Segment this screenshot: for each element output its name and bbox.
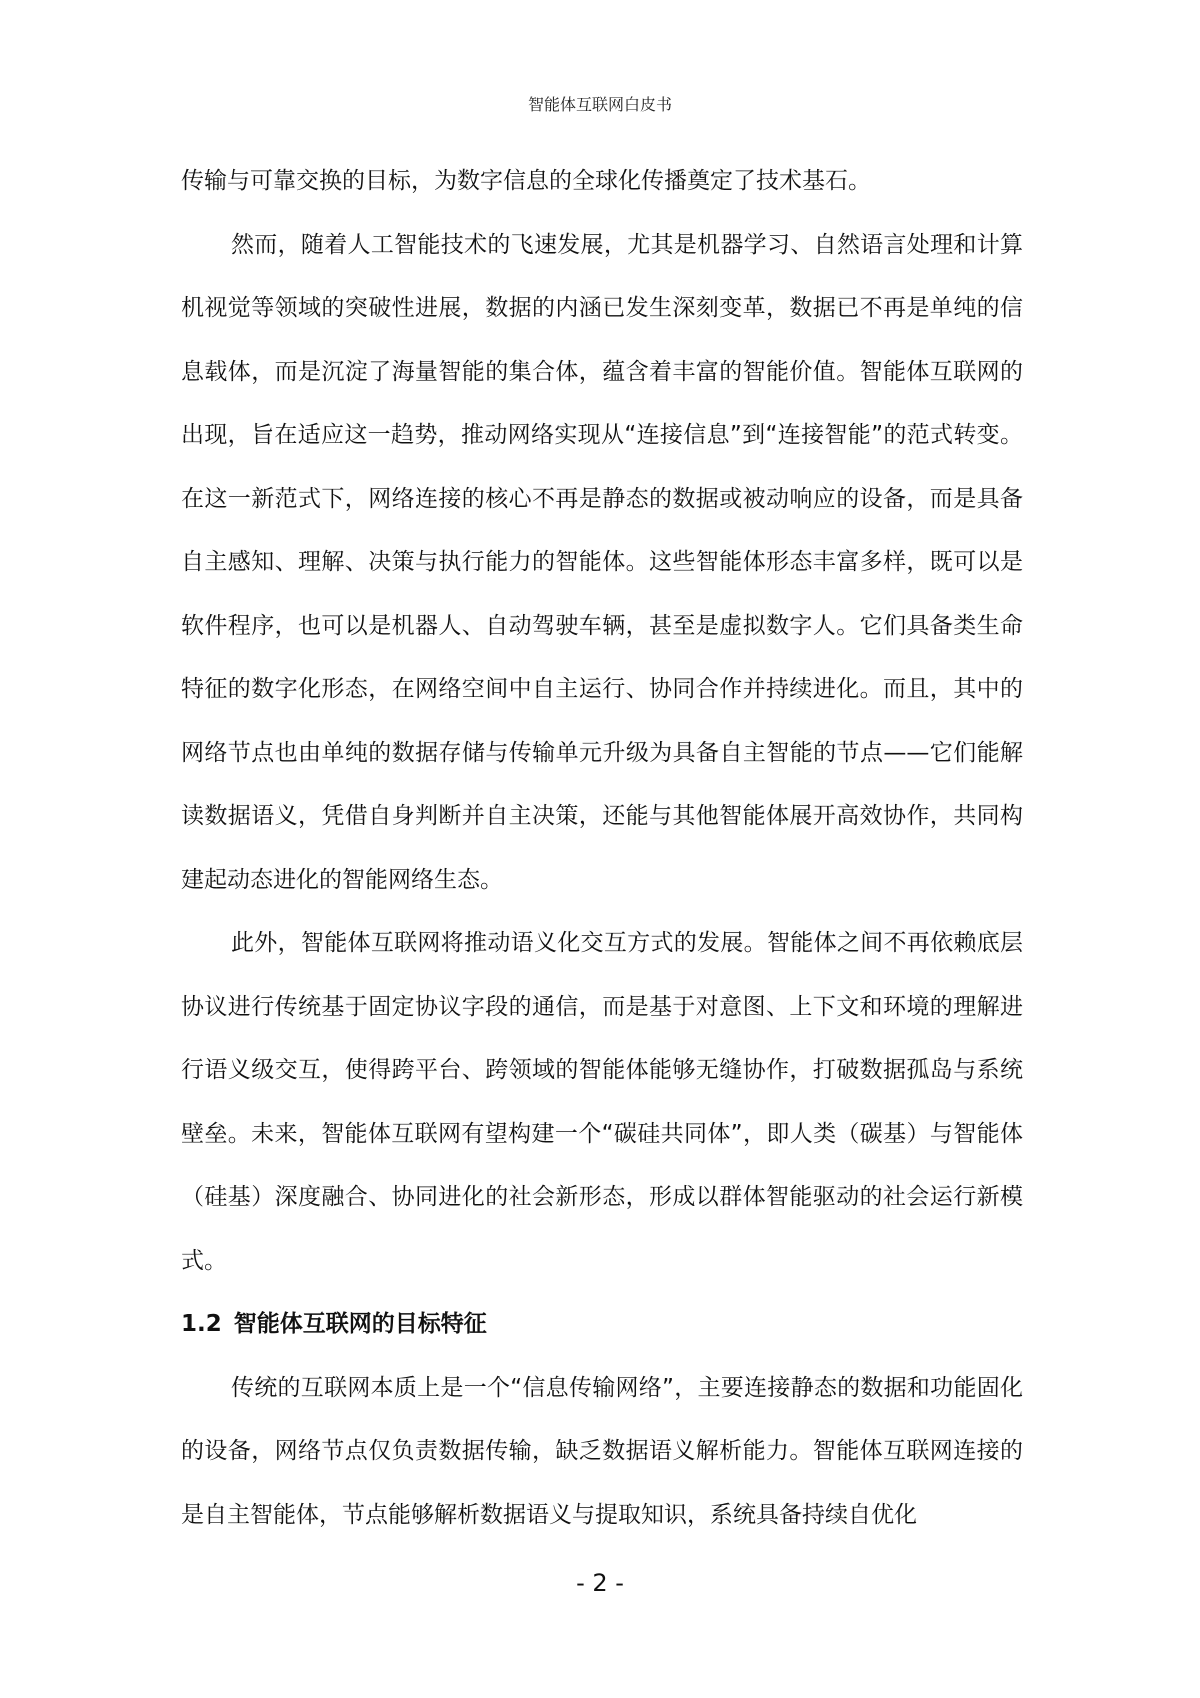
section-heading xyxy=(181,1293,1023,1357)
running-header: 智能体互联网白皮书 xyxy=(527,95,672,114)
section-title: 智能体互联网的目标特征 xyxy=(233,1311,487,1337)
section-number: 1.2 xyxy=(181,1311,222,1337)
paragraph: 此外，智能体互联网将推动语义化交互方式的发展。智能体之间不再依赖底层协议进行传统基于固定协议字段的通信，而是基于对意图、上下文和环境的理解进行语义级交互，使得跨平台、跨领域的智能体能够无缝协作，打破数据孤岛与系统壁垒。未来，智能体互联网有望构建一个“碳硅共同体”，即人类（碳基）与智能体（硅基）深度融合、协同进化的社会新形态，形成以群体智能驱动的社会运行新模式。 xyxy=(181,930,1023,1274)
page-number: - 2 - xyxy=(576,1569,624,1597)
body-text xyxy=(181,150,1023,1547)
paragraph-continuation: 传输与可靠交换的目标，为数字信息的全球化传播奠定了技术基石。 xyxy=(181,168,871,194)
paragraph: 然而，随着人工智能技术的飞速发展，尤其是机器学习、自然语言处理和计算机视觉等领域的突破性进展，数据的内涵已发生深刻变革，数据已不再是单纯的信息载体，而是沉淀了海量智能的集合体，蕴含着丰富的智能价值。智能体互联网的出现，旨在适应这一趋势，推动网络实现从“连接信息”到“连接智能”的范式转变。在这一新范式下，网络连接的核心不再是静态的数据或被动响应的设备，而是具备自主感知、理解、决策与执行能力的智能体。这些智能体形态丰富多样，既可以是软件程序，也可以是机器人、自动驾驶车辆，甚至是虚拟数字人。它们具备类生命特征的数字化形态，在网络空间中自主运行、协同合作并持续进化。而且，其中的网络节点也由单纯的数据存储与传输单元升级为具备自主智能的节点——它们能解读数据语义，凭借自身判断并自主决策，还能与其他智能体展开高效协作，共同构建起动态进化的智能网络生态。 xyxy=(181,231,1023,893)
paragraph: 传统的互联网本质上是一个“信息传输网络”，主要连接静态的数据和功能固化的设备，网络节点仅负责数据传输，缺乏数据语义解析能力。智能体互联网连接的是自主智能体，节点能够解析数据语义与提取知识，系统具备持续自优化 xyxy=(181,1374,1023,1528)
